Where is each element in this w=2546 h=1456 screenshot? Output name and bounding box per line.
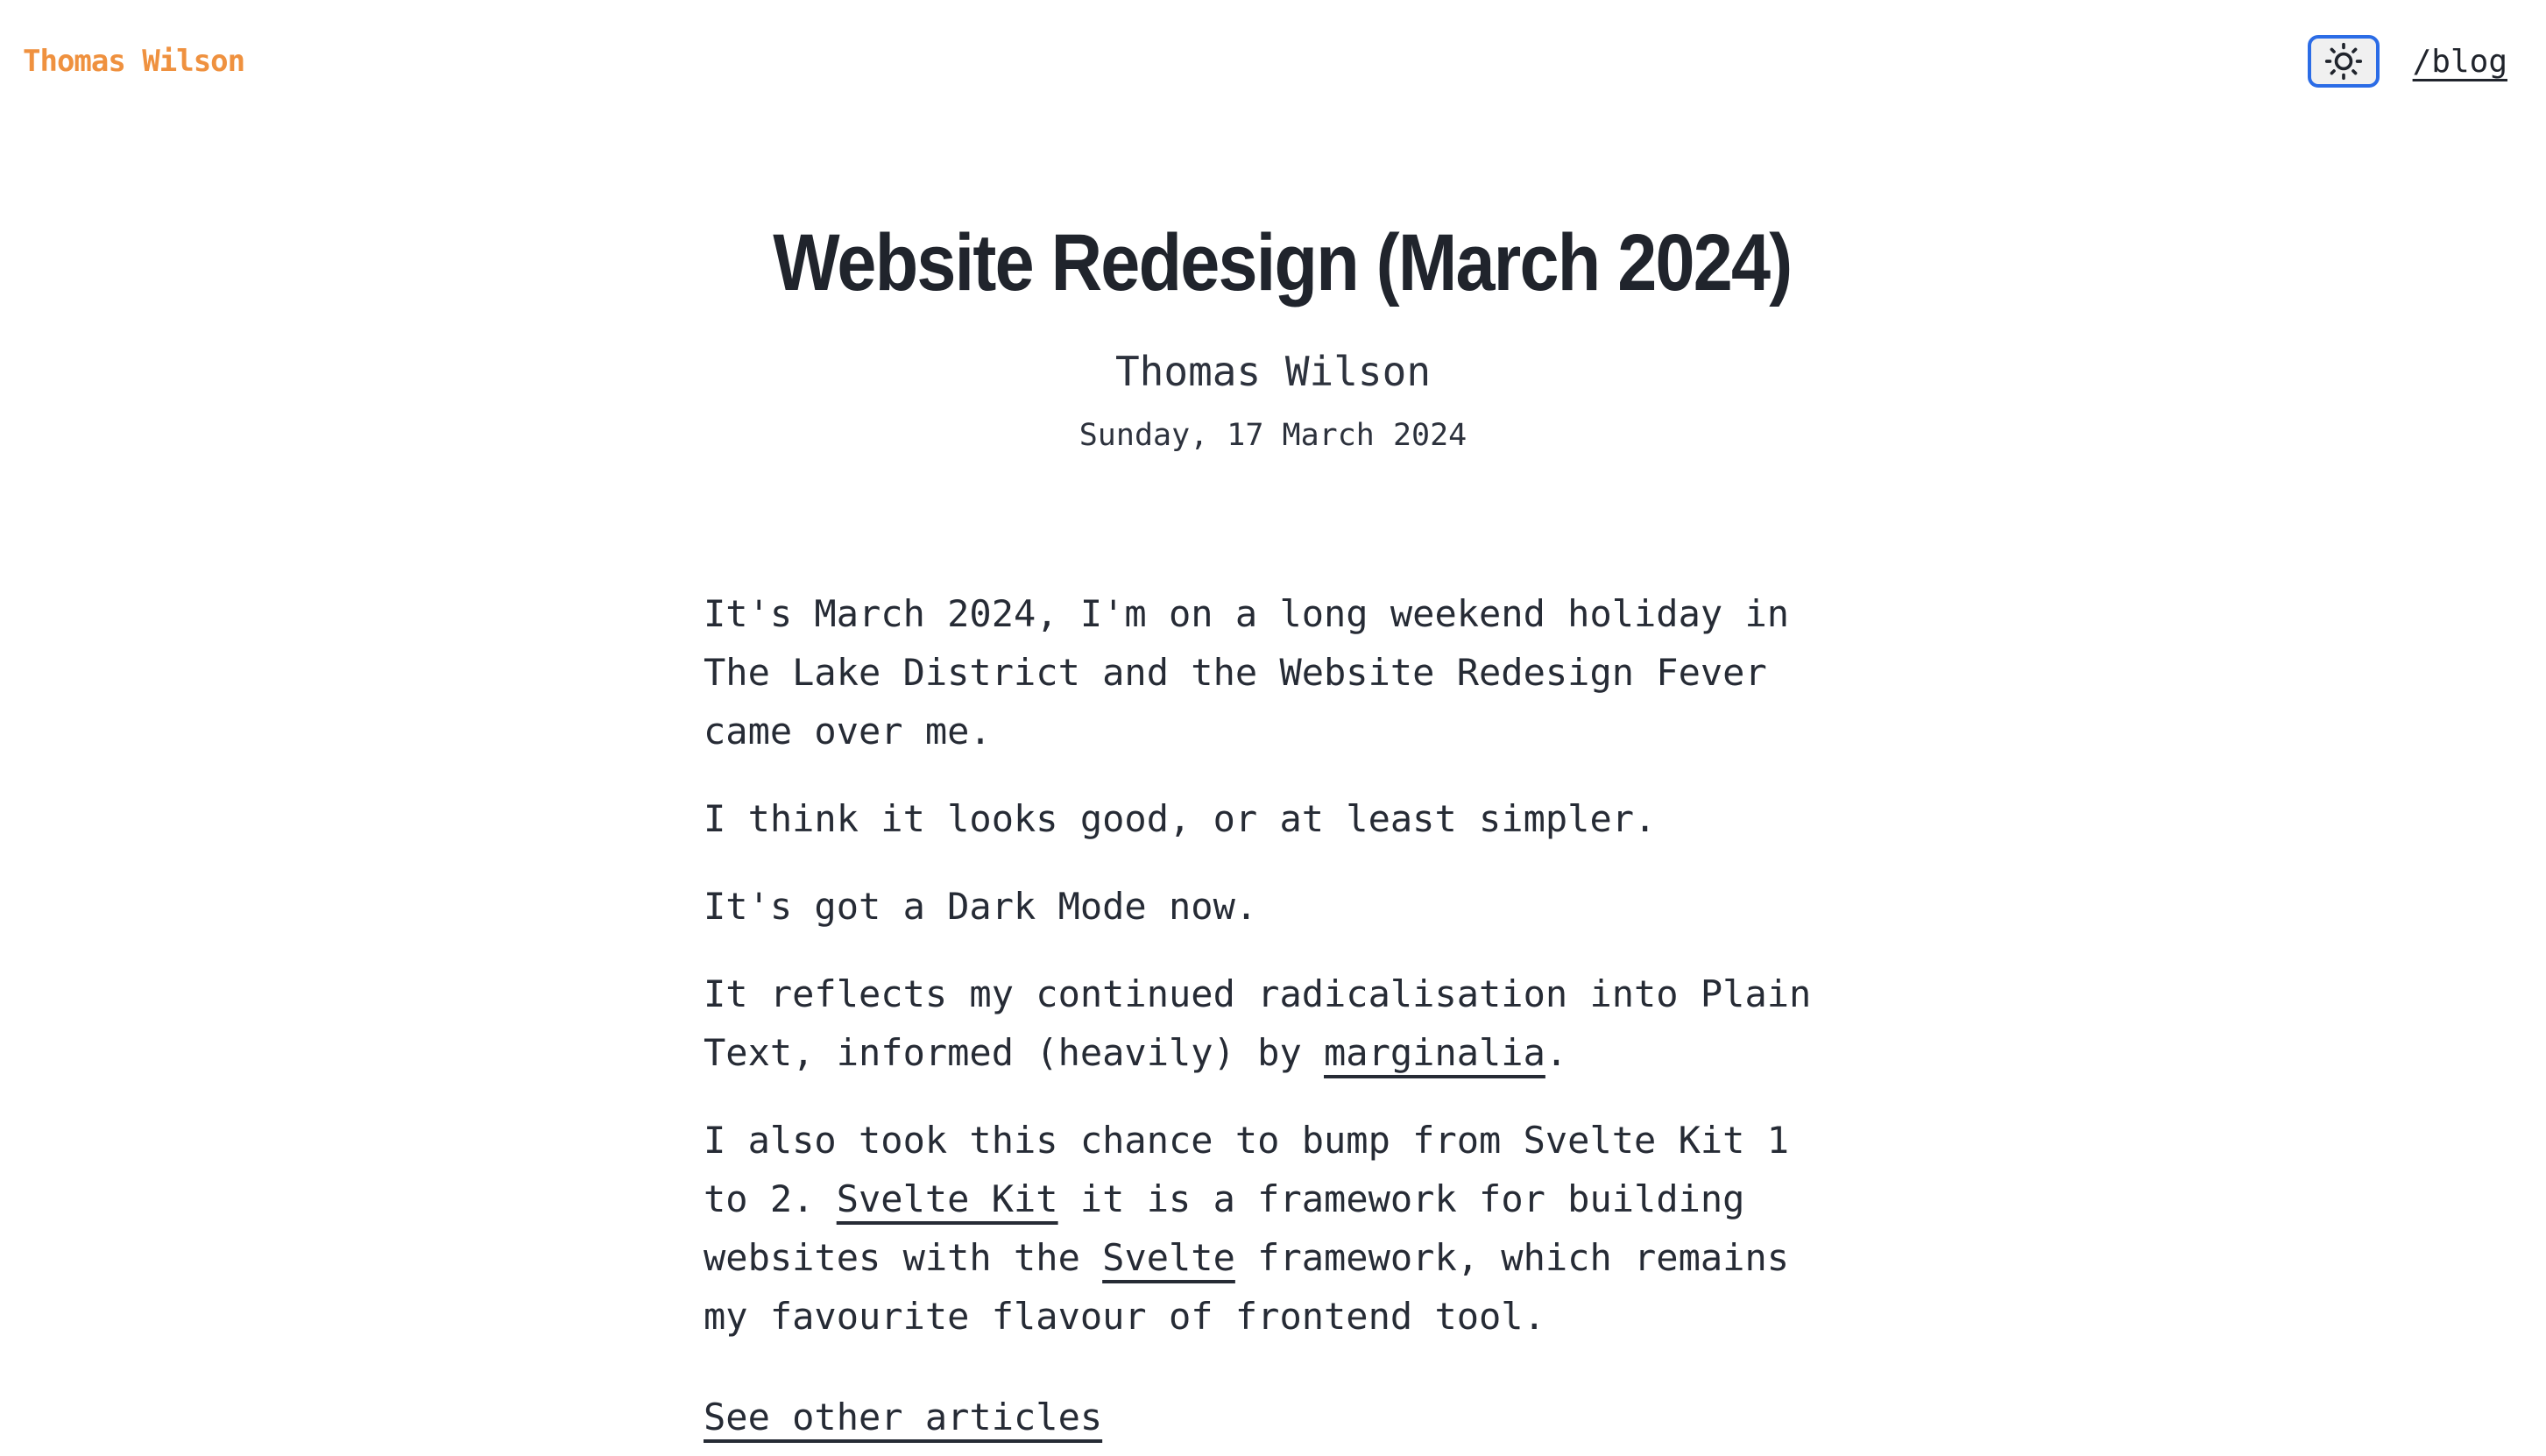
paragraph-text: It's got a Dark Mode now. [704,885,1258,928]
site-logo-link[interactable]: Thomas Wilson [23,44,245,79]
page-title-text: Website Redesign (March 2024) [773,218,1792,307]
paragraph-text: I also took this chance to bump from Svelte Kit 1 to 2. [704,1119,1790,1220]
paragraph-text: . [1545,1031,1568,1074]
author-name: Thomas Wilson [1114,348,1432,395]
article-container [704,88,1842,1446]
paragraph-text: It's March 2024, I'm on a long weekend holiday in The Lake District and the Website Redesign Fever came over me. [704,592,1790,753]
header-nav [2308,35,2507,88]
publish-date: Sunday, 17 March 2024 [1079,418,1467,453]
inline-link-marginalia[interactable]: marginalia [1324,1031,1545,1074]
footer-link-row [704,1388,1842,1446]
article-paragraph [704,584,1842,760]
article-paragraph [704,877,1842,936]
article-paragraph [704,1111,1842,1346]
site-header [0,0,2546,88]
inline-link-svelte-kit[interactable]: Svelte Kit [836,1177,1058,1220]
paragraph-text: I think it looks good, or at least simpler. [704,797,1657,840]
sun-icon [2324,42,2363,81]
paragraph-text: It reflects my continued radicalisation into Plain Text, informed (heavily) by [704,972,1812,1074]
paragraph-text: it is a framework for building websites with the [704,1177,1745,1279]
article-paragraph [704,965,1842,1082]
inline-link-svelte[interactable]: Svelte [1102,1236,1235,1279]
article-body [704,584,1842,1346]
paragraph-text: framework, which remains my favourite flavour of frontend tool. [704,1236,1790,1338]
blog-nav-link[interactable]: /blog [2412,43,2507,80]
see-other-articles-link[interactable]: See other articles [704,1396,1103,1438]
article-paragraph [704,789,1842,848]
page-title [704,217,1842,309]
theme-toggle-button[interactable] [2308,35,2380,88]
